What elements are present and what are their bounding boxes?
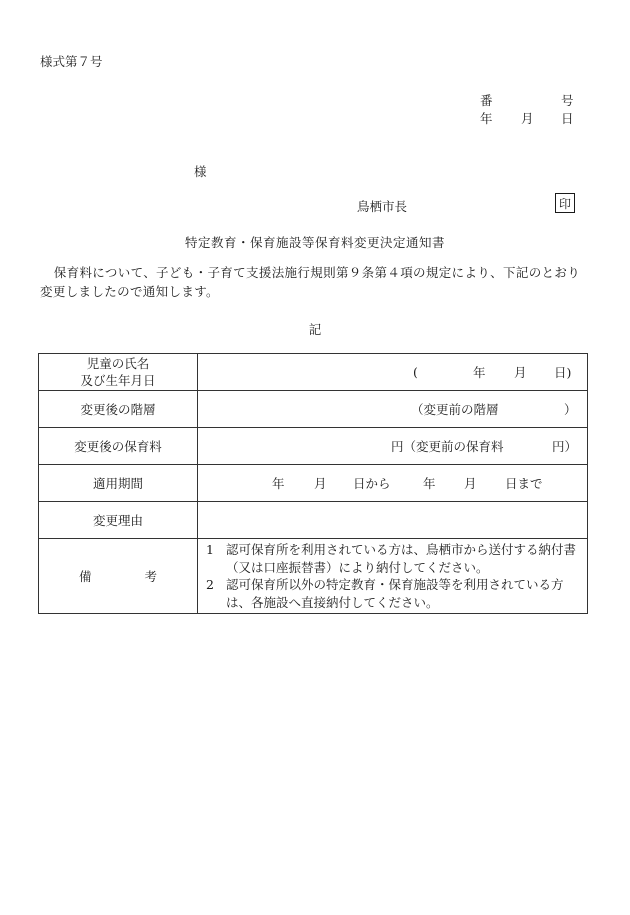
remarks-label-a: 備 [79, 568, 92, 584]
table-row [39, 465, 588, 502]
remarks-label [39, 539, 198, 614]
birthdate-open-paren: ( [413, 364, 418, 380]
remarks-item-number: 2 [206, 577, 214, 592]
period-start-year: 年 [272, 476, 285, 491]
birthdate-month: 月 [514, 365, 527, 380]
seal-stamp-box: 印 [555, 193, 575, 213]
remarks-item [206, 576, 587, 611]
period-start-day: 日から [353, 476, 391, 491]
period-end-month: 月 [464, 476, 477, 491]
sender-mayor: 鳥栖市長 [357, 199, 408, 214]
form-number: 様式第７号 [40, 54, 103, 69]
new-fee-label: 変更後の保育料 [39, 428, 198, 465]
birthdate-day: 日) [554, 365, 572, 380]
date-year-label: 年 [480, 111, 493, 126]
addressee-honorific: 様 [194, 164, 207, 179]
remarks-label-b: 考 [144, 568, 157, 584]
period-start-month: 月 [314, 476, 327, 491]
period-label: 適用期間 [39, 465, 198, 502]
table-row [39, 428, 588, 465]
previous-tier-close: ） [564, 402, 577, 417]
table-row [39, 502, 588, 539]
table-row [39, 539, 588, 614]
previous-fee-label: 円（変更前の保育料 [391, 439, 504, 454]
notice-body: 保育料について、子ども・子育て支援法施行規則第９条第４項の規定により、下記のとおり変更しましたので通知します。 [40, 265, 581, 299]
birthdate-year: 年 [473, 365, 486, 380]
reason-label: 変更理由 [39, 502, 198, 539]
remarks-value [198, 539, 588, 614]
remarks-item-number: 1 [206, 542, 214, 557]
table-row [39, 354, 588, 391]
remarks-item-text: 認可保育所を利用されている方は、鳥栖市から送付する納付書（又は口座振替書）により納付してください。 [226, 542, 577, 575]
child-name-value [198, 354, 588, 391]
remarks-item-text: 認可保育所以外の特定教育・保育施設等を利用されている方は、各施設へ直接納付してください。 [226, 577, 564, 610]
child-name-label-line1: 児童の氏名 [86, 356, 150, 371]
child-name-label-line2: 及び生年月日 [80, 373, 156, 388]
notice-table [38, 353, 588, 614]
new-tier-label: 変更後の階層 [39, 391, 198, 428]
previous-fee-close: 円） [552, 439, 578, 454]
ki-heading: 記 [308, 322, 322, 337]
document-title: 特定教育・保育施設等保育料変更決定通知書 [184, 235, 445, 250]
date-month-label: 月 [521, 111, 534, 126]
previous-tier-label: （変更前の階層 [411, 402, 499, 417]
date-day-label: 日 [561, 111, 574, 126]
reason-value [198, 502, 588, 539]
remarks-item [206, 541, 587, 576]
period-end-year: 年 [423, 476, 436, 491]
period-value [198, 465, 588, 502]
new-tier-value [198, 391, 588, 428]
new-fee-value [198, 428, 588, 465]
document-number-label: 番 [480, 93, 493, 108]
period-end-day: 日まで [505, 476, 543, 491]
document-number-suffix: 号 [561, 93, 574, 108]
child-name-label [39, 354, 198, 391]
table-row [39, 391, 588, 428]
